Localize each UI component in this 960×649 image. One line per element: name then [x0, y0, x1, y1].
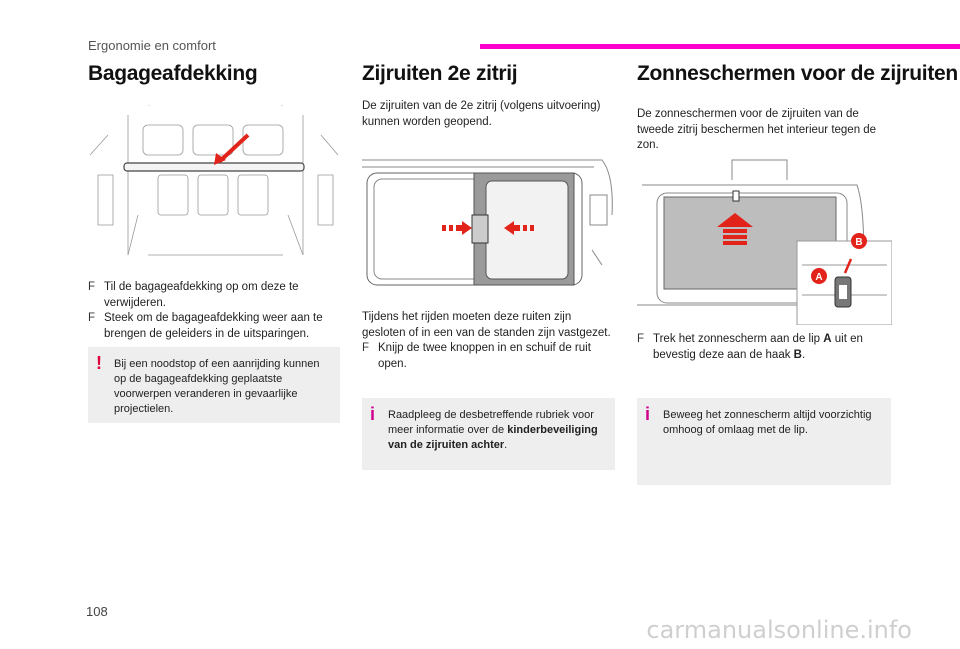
bold-reference: kinderbeveiliging van de zijruiten achter — [388, 424, 598, 451]
bullet-list-bagage — [88, 280, 343, 342]
column-zonneschermen — [637, 62, 958, 86]
page-number: 108 — [86, 604, 108, 619]
list-item: F Til de bagageafdekking op om deze te verwijderen. — [88, 281, 299, 309]
label-b: B — [855, 237, 863, 248]
info-note-zijruiten: i Raadpleeg de desbetreffende rubriek voor meer informatie over de kinderbeveiliging van de zijruiten achter. — [362, 398, 615, 470]
intro-zijruiten: De zijruiten van de 2e zitrij (volgens uitvoering) kunnen worden geopend. — [362, 100, 601, 128]
column-zijruiten — [362, 62, 617, 86]
info-icon: i — [370, 404, 376, 424]
warning-note: ! Bij een noodstop of een aanrijding kunnen op de bagageafdekking geplaatste voorwerpen veranderen in gevaarlijke projectielen. — [88, 347, 340, 423]
column-bagageafdekking — [88, 62, 343, 86]
list-item: F Trek het zonnescherm aan de lip A uit en bevestig deze aan de haak B. — [637, 333, 863, 361]
label-a: A — [815, 272, 823, 283]
section-header: Ergonomie en comfort — [88, 38, 216, 53]
intro-zonneschermen: De zonneschermen voor de zijruiten van de tweede zitrij beschermen het interieur tegen de zon. — [637, 108, 877, 151]
footer-watermark: carmanualsonline.info — [646, 616, 912, 644]
title-zijruiten: Zijruiten 2e zitrij — [362, 62, 518, 85]
accent-bar — [480, 44, 960, 49]
title-bagageafdekking: Bagageafdekking — [88, 62, 258, 85]
sunshade-illustration — [637, 155, 892, 325]
info-icon: i — [645, 404, 651, 424]
body-zijruiten: Tijdens het rijden moeten deze ruiten zijn gesloten of in een van de standen zijn vastgezet. F Knijp de twee knoppen in en schuif de ruit open. — [362, 310, 615, 372]
warning-icon: ! — [96, 353, 102, 373]
side-window-illustration — [362, 155, 615, 315]
list-item: F Knijp de twee knoppen in en schuif de ruit open. — [362, 342, 591, 370]
title-zonneschermen: Zonneschermen voor de zijruiten — [637, 62, 958, 85]
cargo-cover-illustration — [88, 105, 341, 272]
list-item: F Steek om de bagageafdekking weer aan te brengen de geleiders in de uitsparingen. — [88, 312, 323, 340]
info-note-zonneschermen: i Beweeg het zonnescherm altijd voorzichtig omhoog of omlaag met de lip. — [637, 398, 891, 485]
